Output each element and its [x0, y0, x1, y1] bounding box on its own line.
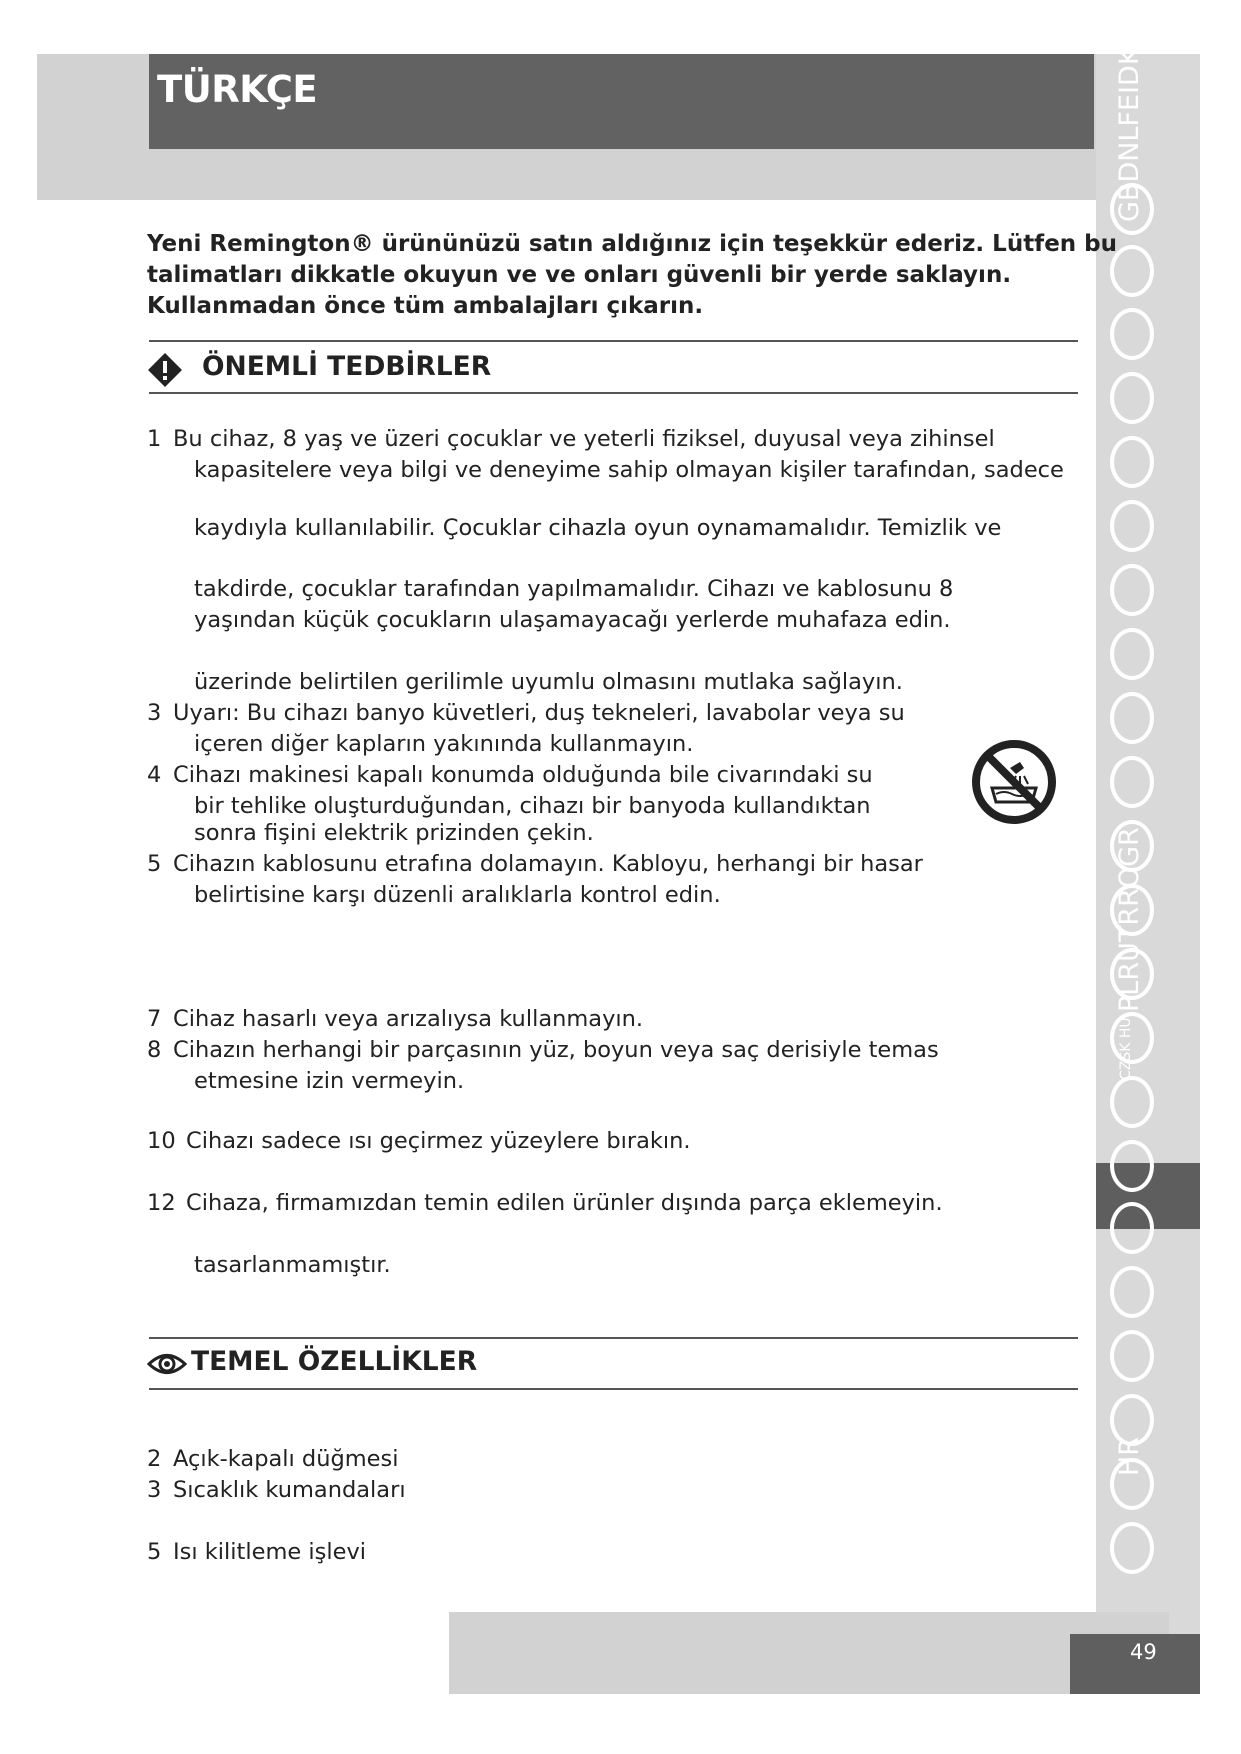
page-title: TÜRKÇE [157, 68, 318, 111]
item-continuation: bir tehlike oluşturduğundan, cihazı bir banyoda kullandıktan [194, 793, 871, 819]
item-text: Bu cihaz, 8 yaş ve üzeri çocuklar ve yeterli fiziksel, duyusal veya zihinsel [173, 426, 995, 452]
divider [149, 1337, 1078, 1339]
eye-icon [147, 1351, 187, 1377]
features-heading: TEMEL ÖZELLİKLER [191, 1346, 478, 1377]
item-continuation: yaşından küçük çocukların ulaşamayacağı yerlerde muhafaza edin. [194, 607, 951, 633]
list-item [147, 760, 873, 791]
item-text: Isı kilitleme işlevi [173, 1539, 367, 1565]
language-tab[interactable] [1110, 372, 1154, 424]
language-tab[interactable] [1110, 1266, 1154, 1318]
intro-paragraph [147, 229, 1117, 322]
intro-line: Yeni Remington® ürününüzü satın aldığınız için teşekkür ederiz. Lütfen bu [147, 231, 1118, 257]
item-number: 3 [147, 700, 162, 726]
language-tab-active[interactable] [1110, 1202, 1154, 1254]
language-tab[interactable] [1110, 692, 1154, 744]
no-bathtub-icon [970, 738, 1058, 826]
item-number: 3 [147, 1477, 162, 1503]
item-text: Uyarı: Bu cihazı banyo küvetleri, duş tekneleri, lavabolar veya su [173, 700, 905, 726]
list-item [147, 1444, 398, 1475]
language-tab[interactable] [1110, 245, 1154, 297]
language-tab[interactable] [1110, 436, 1154, 488]
item-text: Sıcaklık kumandaları [173, 1477, 406, 1503]
language-tab[interactable] [1110, 756, 1154, 808]
item-number: 2 [147, 1446, 162, 1472]
item-continuation: kaydıyla kullanılabilir. Çocuklar cihazla oyun oynamamalıdır. Temizlik ve [194, 515, 1002, 541]
footer-background [449, 1612, 1169, 1694]
safety-heading: ÖNEMLİ TEDBİRLER [202, 351, 492, 382]
item-text: Cihazın kablosunu etrafına dolamayın. Kabloyu, herhangi bir hasar [173, 851, 923, 877]
item-number: 10 [147, 1128, 176, 1154]
item-text: Cihazı makinesi kapalı konumda olduğunda bile civarındaki su [173, 762, 873, 788]
item-continuation: üzerinde belirtilen gerilimle uyumlu olmasını mutlaka sağlayın. [194, 669, 903, 695]
list-item [147, 1188, 943, 1219]
item-number: 5 [147, 851, 162, 877]
intro-line: Kullanmadan önce tüm ambalajları çıkarın. [147, 293, 704, 319]
item-continuation: belirtisine karşı düzenli aralıklarla kontrol edin. [194, 882, 721, 908]
warning-diamond-icon [147, 352, 183, 388]
list-item [147, 1537, 366, 1568]
item-continuation: tasarlanmamıştır. [194, 1252, 391, 1278]
language-codes-small: CZSK HU [1118, 1017, 1134, 1080]
item-text: Cihaza, firmamızdan temin edilen ürünler dışında parça eklemeyin. [186, 1190, 943, 1216]
list-item [147, 424, 995, 455]
language-tab[interactable] [1110, 500, 1154, 552]
item-number: 7 [147, 1006, 162, 1032]
item-number: 1 [147, 426, 162, 452]
language-tab[interactable] [1110, 308, 1154, 360]
item-text: Cihaz hasarlı veya arızalıysa kullanmayın. [173, 1006, 644, 1032]
list-item [147, 1035, 939, 1066]
item-text: Cihazın herhangi bir parçasının yüz, boyun veya saç derisiyle temas [173, 1037, 939, 1063]
list-item [147, 1126, 691, 1157]
language-tab[interactable] [1110, 1140, 1154, 1192]
language-tab[interactable] [1110, 564, 1154, 616]
language-tab[interactable] [1110, 1522, 1154, 1574]
item-number: 12 [147, 1190, 176, 1216]
language-tab[interactable] [1110, 1330, 1154, 1382]
list-item [147, 849, 923, 880]
intro-line: talimatları dikkatle okuyun ve ve onları güvenli bir yerde saklayın. [147, 262, 1012, 288]
item-number: 4 [147, 762, 162, 788]
item-continuation: içeren diğer kapların yakınında kullanmayın. [194, 731, 694, 757]
item-continuation: etmesine izin vermeyin. [194, 1068, 465, 1094]
list-item [147, 1475, 406, 1506]
page-number: 49 [1130, 1640, 1157, 1664]
divider [149, 392, 1078, 394]
item-continuation: sonra fişini elektrik prizinden çekin. [194, 820, 594, 846]
language-tab[interactable] [1110, 1076, 1154, 1128]
list-item [147, 1004, 643, 1035]
item-number: 8 [147, 1037, 162, 1063]
language-tab[interactable] [1110, 628, 1154, 680]
divider [149, 340, 1078, 342]
item-text: Cihazı sadece ısı geçirmez yüzeylere bırakın. [186, 1128, 691, 1154]
item-text: Açık-kapalı düğmesi [173, 1446, 399, 1472]
language-codes-middle: PLRUTRROGR [1114, 827, 1145, 1012]
list-item [147, 698, 905, 729]
item-continuation: takdirde, çocuklar tarafından yapılmamalıdır. Cihazı ve kablosunu 8 [194, 576, 954, 602]
language-code-bottom: HR [1114, 1436, 1145, 1476]
divider [149, 1388, 1078, 1390]
item-continuation: kapasitelere veya bilgi ve deneyime sahip olmayan kişiler tarafından, sadece [194, 457, 1064, 483]
language-codes-top: GBDNLFEIDK [1114, 47, 1145, 222]
item-number: 5 [147, 1539, 162, 1565]
